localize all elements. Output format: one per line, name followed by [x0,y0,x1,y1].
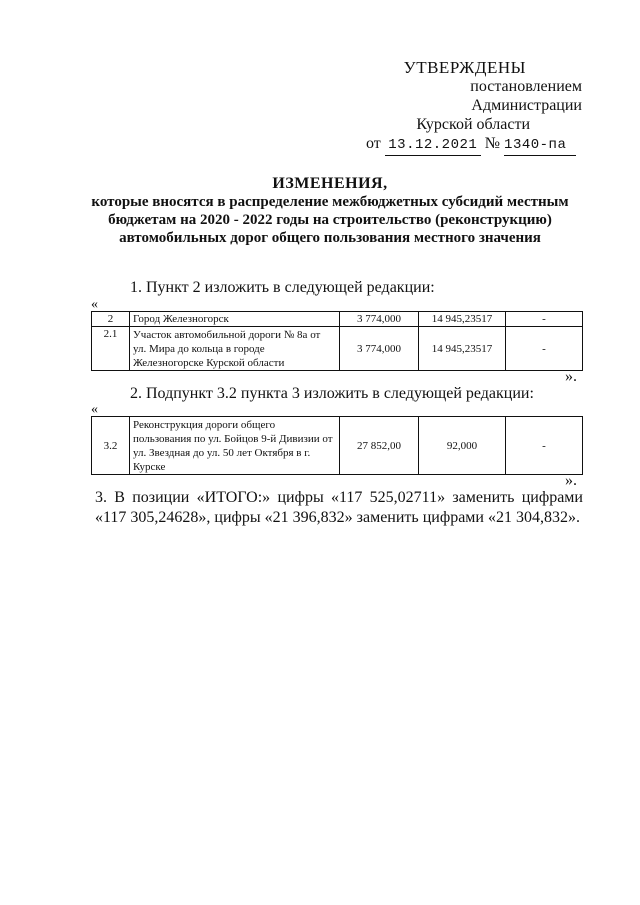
row-value-3: - [506,417,583,475]
number-prefix: № [484,135,501,152]
item-1-close-quote: ». [565,368,577,385]
row-value-2: 14 945,23517 [419,327,506,371]
row-value-3: - [506,312,583,327]
row-name: Реконструкция дороги общего пользования по ул. Бойцов 9-й Дивизии от ул. Звездная до ул. 50 лет Октября в г. Курске [130,417,340,475]
row-value-3: - [506,327,583,371]
approval-title: УТВЕРЖДЕНЫ [403,58,526,77]
row-number: 2.1 [92,327,130,371]
item-1-text: 1. Пункт 2 изложить в следующей редакции: [130,279,435,296]
row-value-1: 3 774,000 [340,312,419,327]
document-heading [60,175,600,247]
row-name: Город Железногорск [130,312,340,327]
row-value-1: 3 774,000 [340,327,419,371]
item-2-text: 2. Подпункт 3.2 пункта 3 изложить в следующей редакции: [130,385,534,402]
item-3-text: 3. В позиции «ИТОГО:» цифры «117 525,02711» заменить цифрами «117 305,24628», цифры «21 396,832» заменить цифрами «21 304,832». [95,489,583,526]
row-value-1: 27 852,00 [340,417,419,475]
heading-line-3: автомобильных дорог общего пользования местного значения [119,230,541,246]
row-number: 2 [92,312,130,327]
table-row [92,327,583,371]
approval-decree-line: постановлением Администрации [470,78,582,114]
item-2-open-quote: « [91,402,98,417]
row-name: Участок автомобильной дороги № 8а от ул. Мира до кольца в городе Железногорске Курской области [130,327,340,371]
approval-block [360,58,582,156]
item-1-open-quote: « [91,297,98,312]
row-value-2: 92,000 [419,417,506,475]
table-row [92,312,583,327]
approval-date-number-line [360,134,582,156]
row-value-2: 14 945,23517 [419,312,506,327]
heading-title: ИЗМЕНЕНИЯ, [272,175,388,192]
item-2-table [91,416,583,475]
item-2-close-quote: ». [565,472,577,489]
table-row [92,417,583,475]
item-1-table [91,311,583,371]
approval-number: 1340-па [504,136,576,156]
approval-region-line: Курской области [416,116,530,133]
heading-line-2: бюджетам на 2020 - 2022 годы на строительство (реконструкцию) [108,212,552,228]
heading-line-1: которые вносятся в распределение межбюджетных субсидий местным [91,194,569,210]
date-prefix: от [366,135,381,152]
row-number: 3.2 [92,417,130,475]
approval-date: 13.12.2021 [385,136,481,156]
